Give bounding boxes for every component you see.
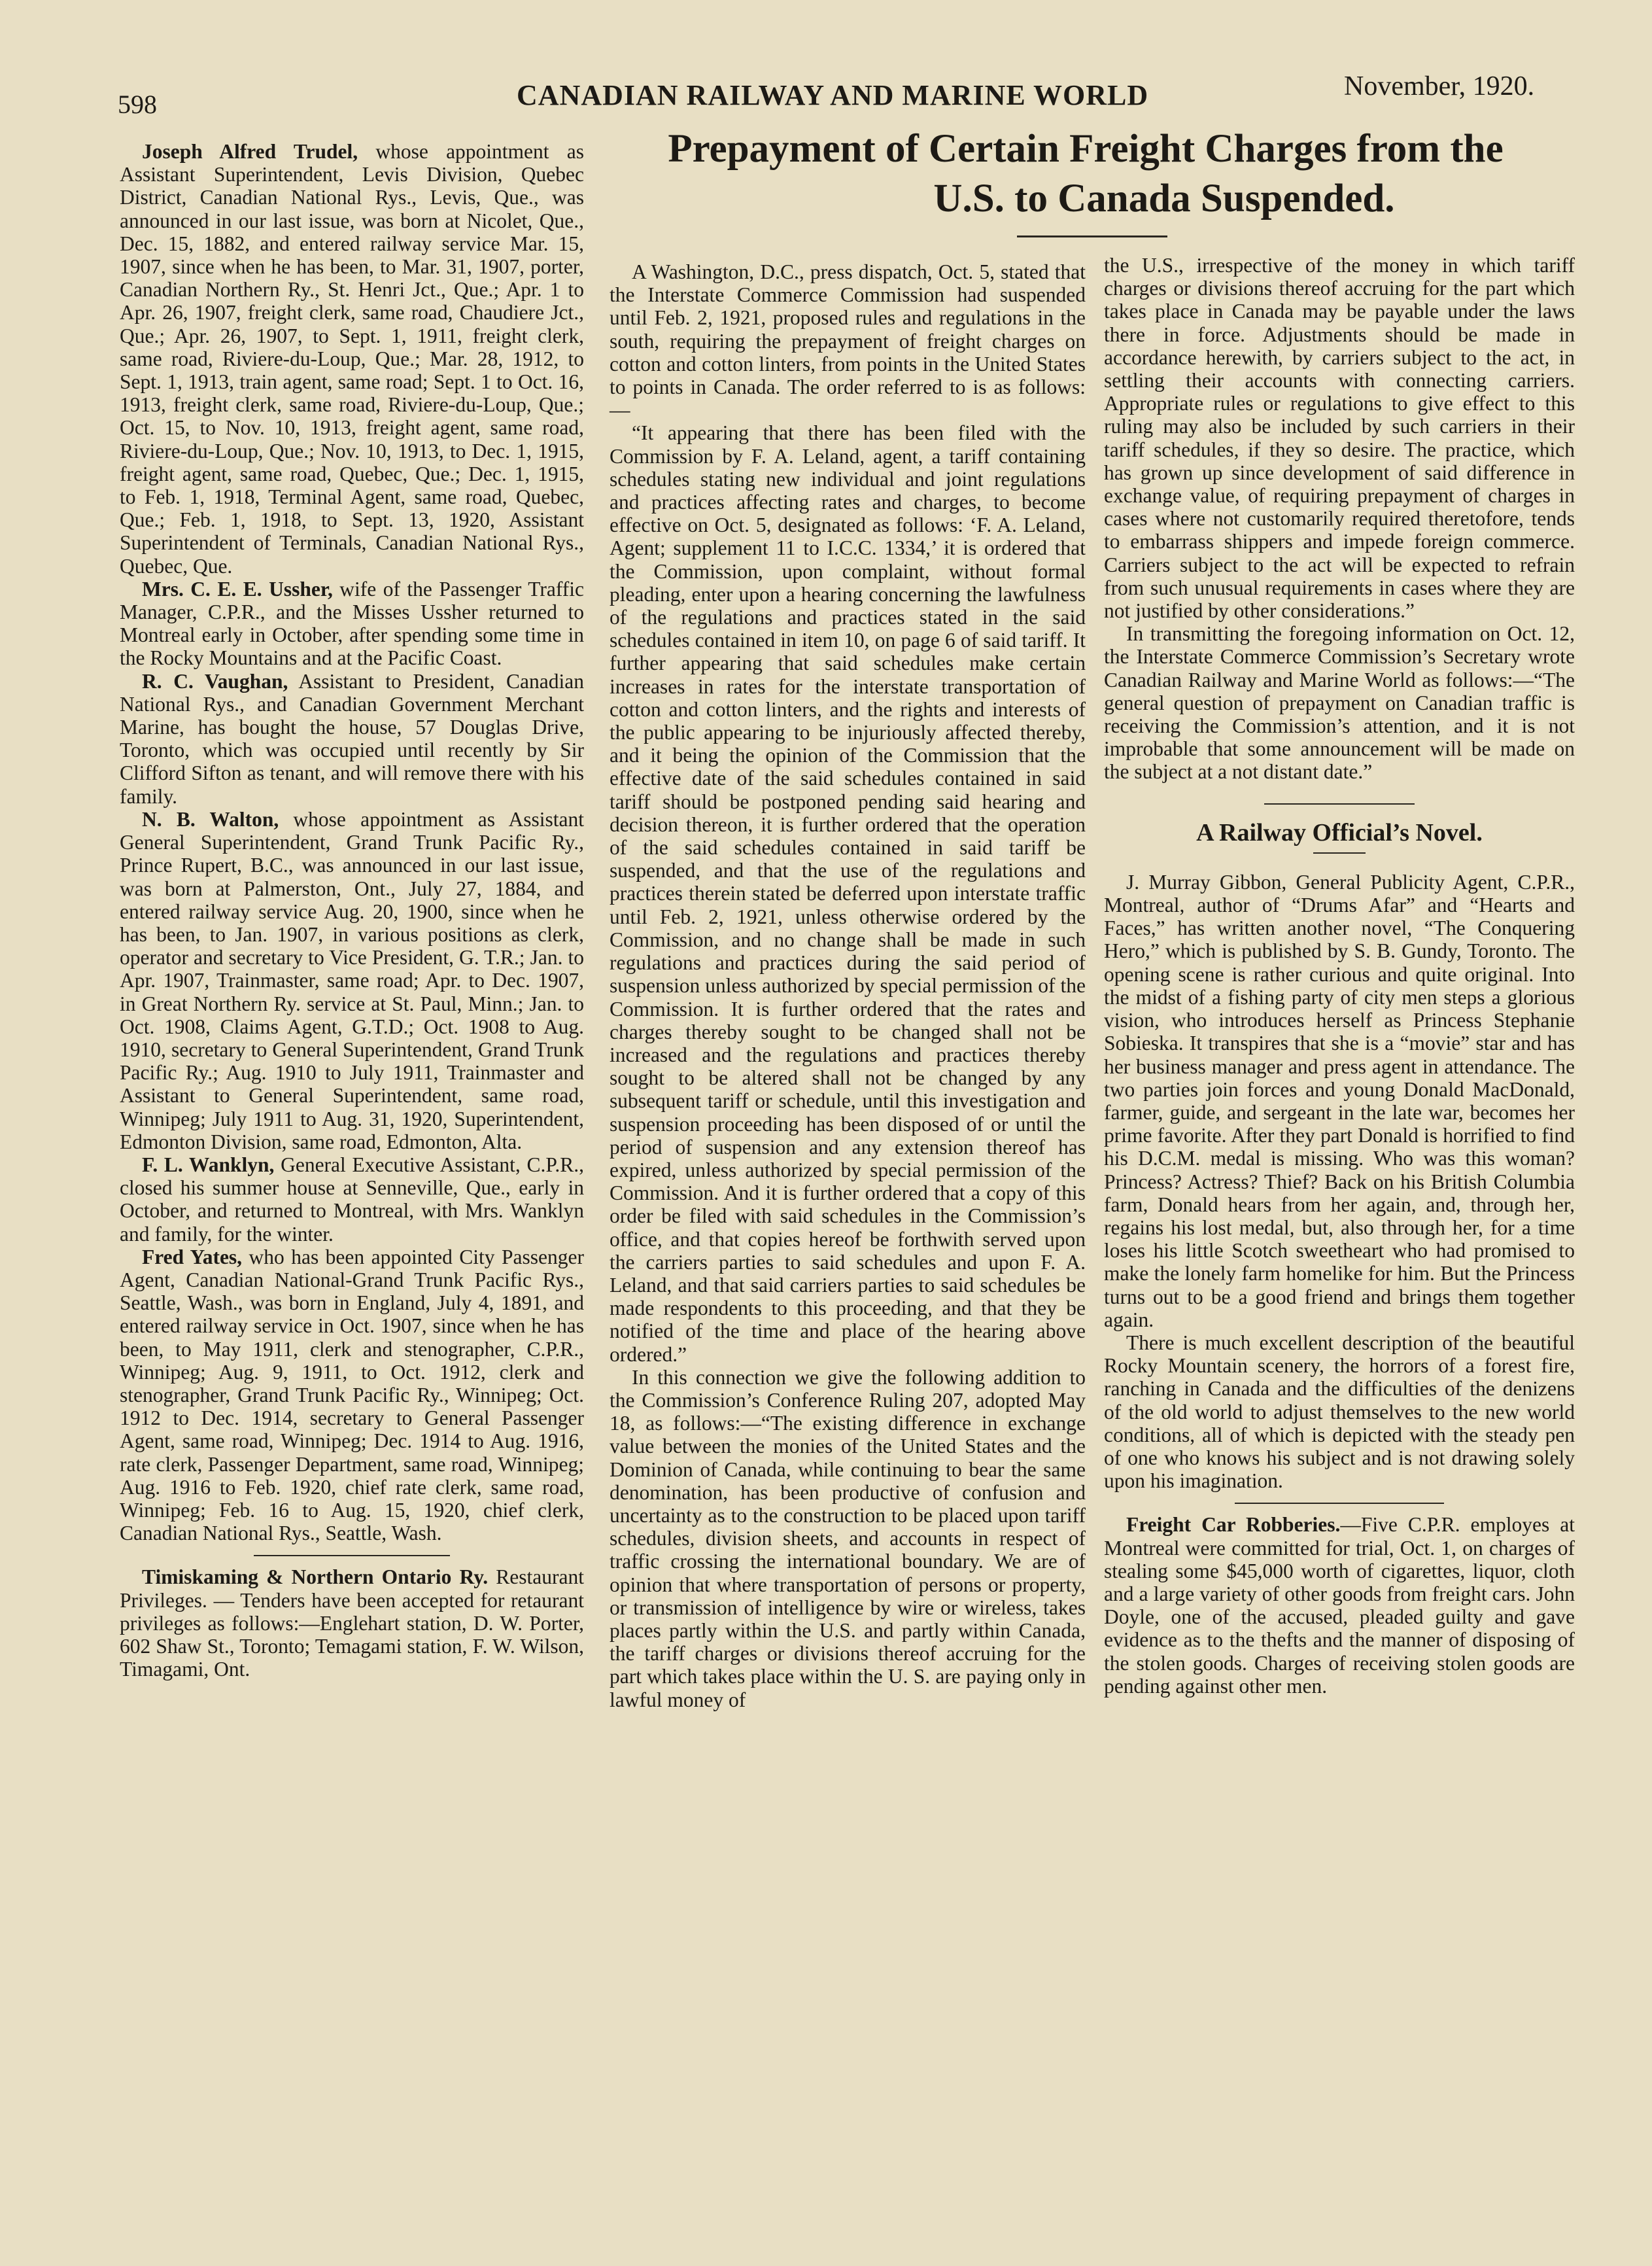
section-divider (1264, 803, 1415, 805)
item-name: Joseph Alfred Trudel, (142, 140, 358, 163)
item-name: Freight Car Robberies. (1126, 1513, 1341, 1537)
item-text: wife of the Passenger Traffic Manager, C.P.R., and the Misses Ussher returned to Montreal early in October, after spending some time in the Rocky Mountains and at the Pacific Coast. (120, 577, 584, 670)
headline-line-1: Prepayment of Certain Freight Charges from the (668, 127, 1504, 171)
running-header (0, 71, 1652, 119)
headline-rule (1017, 235, 1167, 237)
heading-rule (1313, 852, 1366, 854)
section-divider (1235, 1503, 1444, 1504)
item-name: F. L. Wanklyn, (142, 1153, 275, 1176)
article-paragraph: the U.S., irrespective of the money in which tariff charges or divisions thereof accruing for the part which takes place in Canada may be payable under the laws there in force. Adjustments should be made in accordance herewith, by carriers subject to the act, in settling their accounts with connecting carriers. Appropriate rules or regulations to give effect to this ruling may also be included by such carriers in their tariff schedules, if they so desire. The practice, which has grown up since development of said difference in exchange value, of requiring prepayment of charges in cases where not customarily required theretofore, tends to embarrass shippers and impede foreign commerce. Carriers subject to the act will be expected to refrain from such unusual requirements in cases where they are not justified by other considerations.” (1104, 254, 1575, 623)
item-name: Timiskaming & Northern Ontario Ry. (142, 1565, 489, 1589)
item-walton (120, 808, 584, 1153)
article-paragraph: There is much excellent description of the beautiful Rocky Mountain scenery, the horrors of a forest fire, ranching in Canada and the difficulties of the denizens of the old world to adjust themselves to the new world conditions, all of which is depicted with the steady pen of one who knows his subject and is not drawing solely upon his imagination. (1104, 1331, 1575, 1493)
item-ussher (120, 578, 584, 670)
column-2 (610, 260, 1086, 1711)
article-paragraph: A Washington, D.C., press dispatch, Oct. 5, stated that the Interstate Commerce Commission had suspended until Feb. 2, 1921, proposed rules and regulations in the south, requiring the prepayment of freight charges on cotton and cotton linters, from points in the United States to points in Canada. The order referred to is as follows:— (610, 260, 1086, 422)
item-yates (120, 1246, 584, 1545)
item-text: Assistant to President, Canadian National Rys., and Canadian Government Merchant Marine, has bought the house, 57 Douglas Drive, Toronto, which was occupied until recently by Sir Clifford Sifton as tenant, and will remove there with his family. (120, 669, 585, 808)
item-text: Restaurant Privileges. — Tenders have been accepted for retaurant privileges as follows:—Englehart station, D. W. Porter, 602 Shaw St., Toronto; Temagami station, F. W. Wilson, Timagami, Ont. (120, 1565, 584, 1681)
item-vaughan (120, 670, 584, 808)
item-name: R. C. Vaughan, (142, 669, 288, 693)
item-freight-robberies (1104, 1513, 1575, 1698)
item-name: N. B. Walton, (142, 807, 279, 831)
item-trudel (120, 140, 584, 578)
item-text: whose appointment as Assistant Superintendent, Levis Division, Quebec District, Canadian National Rys., Levis, Que., was announced in our last issue, was born at Nicolet, Que., Dec. 15, 1882, and entered railway service Mar. 15, 1907, since when he has been, to Mar. 31, 1907, porter, Canadian Northern Ry., St. Henri Jct., Que.; Apr. 1 to Apr. 26, 1907, freight clerk, same road, Chaudiere Jct., Que.; Apr. 26, 1907, to Sept. 1, 1911, freight clerk, same road, Riviere-du-Loup, Que.; Mar. 28, 1912, to Sept. 1, 1913, train agent, same road; Sept. 1 to Oct. 16, 1913, freight clerk, same road, Riviere-du-Loup, Que.; Oct. 15, to Nov. 10, 1913, freight agent, same road, Riviere-du-Loup, Que.; Nov. 10, 1913, to Dec. 1, 1915, freight agent, same road, Quebec, Que.; Dec. 1, 1915, to Feb. 1, 1918, Terminal Agent, same road, Quebec, Que.; Feb. 1, 1918, to Sept. 13, 1920, Assistant Superintendent of Terminals, Canadian National Rys., Quebec, Que. (120, 140, 584, 578)
article-paragraph: “It appearing that there has been filed with the Commission by F. A. Leland, agent, a tariff containing schedules stating new individual and joint regulations and practices affecting rates and charges, to become effective on Oct. 5, designated as follows: ‘F. A. Leland, Agent; supplement 11 to I.C.C. 1334,’ it is ordered that the Commission, upon complaint, without formal pleading, enter upon a hearing concerning the lawfulness of the regulations and practices stated in the said schedules contained in item 10, on page 6 of said tariff. It further appearing that said schedules make certain increases in rates for the interstate transportation of cotton and cotton linters, and the rights and interests of the public appearing to be injuriously affected thereby, and it being the opinion of the Commission that the effective date of the said schedules contained in said tariff should be postponed pending said hearing and decision thereon, it is further ordered that the operation of the said schedules contained in said tariff be suspended, and that the use of the regulations and practices therein stated be deferred upon interstate traffic until Feb. 2, 1921, unless otherwise ordered by the Commission, and no change shall be made in such regulations and practices during the said period of suspension unless authorized by special permission of the Commission. It is further ordered that the rates and charges thereby sought to be changed shall not be increased and the regulations and practices thereby sought to be altered shall not be changed by any subsequent tariff or schedule, until this investigation and suspension proceeding has been disposed of or until the period of suspension and any extension thereof has expired, unless authorized by special permission of the Commission. And it is further ordered that a copy of this order be filed with said schedules in the Commission’s office, and that copies hereof be forthwith served upon the carriers parties to said schedules and upon F. A. Leland, and that said carriers parties to said schedules be made respondents to this proceeding, and that they be notified of the time and place of the hearing above ordered.” (610, 421, 1086, 1366)
column-3 (1104, 254, 1575, 1698)
journal-title: CANADIAN RAILWAY AND MARINE WORLD (517, 79, 1149, 111)
column-1 (120, 140, 584, 1681)
item-name: Fred Yates, (142, 1245, 243, 1268)
main-headline (602, 124, 1570, 224)
item-text: who has been appointed City Passenger Agent, Canadian National-Grand Trunk Pacific Rys., Seattle, Wash., was born in England, July 4, 1891, and entered railway service in Oct. 1907, since when he has been, to May 1911, clerk and stenographer, C.P.R., Winnipeg; Aug. 9, 1911, to Oct. 1912, clerk and stenographer, Grand Trunk Pacific Ry., Winnipeg; Oct. 1912 to Dec. 1914, secretary to General Passenger Agent, same road, Winnipeg; Dec. 1914 to Aug. 1916, rate clerk, Passenger Department, same road, Winnipeg; Aug. 1916 to Feb. 1920, chief rate clerk, same road, Winnipeg; Feb. 16 to Aug. 15, 1920, chief clerk, Canadian National Rys., Seattle, Wash. (120, 1245, 584, 1545)
article-paragraph: J. Murray Gibbon, General Publicity Agent, C.P.R., Montreal, author of “Drums Afar” and “Hearts and Faces,” has written another novel, “The Conquering Hero,” which is published by S. B. Gundy, Toronto. The opening scene is rather curious and quite original. Into the midst of a fishing party of city men steps a glorious vision, who introduces herself as Princess Stephanie Sobieska. It transpires that she is a “movie” star and has her business manager and press agent in attendance. The two parties join forces and young Donald MacDonald, farmer, guide, and sergeant in the late war, becomes her prime favorite. After they part Donald is horrified to find his D.C.M. medal is missing. Who was this woman? Princess? Actress? Thief? Back on his British Columbia farm, Donald hears from her again, and, through her, regains his lost medal, but, also through her, for a time loses his little Scotch sweetheart who had promised to make the lonely farm homelike for him. But the Princess turns out to be a good friend and brings them together again. (1104, 870, 1575, 1331)
item-timiskaming (120, 1565, 584, 1681)
item-wanklyn (120, 1153, 584, 1246)
novel-heading: A Railway Official’s Novel. (1196, 818, 1483, 846)
article-paragraph: In this connection we give the following addition to the Commission’s Conference Ruling 207, adopted May 18, as follows:—“The existing difference in exchange value between the monies of the United States and the Dominion of Canada, while continuing to bear the same denomination, has been productive of confusion and uncertainty as to the construction to be placed upon tariff schedules, division sheets, and accounts in respect of traffic crossing the international boundary. We are of opinion that where transportation of persons or property, or transmission of intelligence by wire or wireless, takes places partly within the U.S. and partly within Canada, the tariff charges or divisions thereof accruing for the part which takes place within the U. S. are paying only in lawful money of (610, 1365, 1086, 1711)
headline-line-2: U.S. to Canada Suspended. (933, 177, 1395, 220)
issue-date: November, 1920. (1344, 71, 1535, 101)
item-text: —Five C.P.R. employes at Montreal were committed for trial, Oct. 1, on charges of stealing some $45,000 worth of cigarettes, liquor, cloth and a large variety of other goods from freight cars. John Doyle, one of the accused, pleaded guilty and gave evidence as to the thefts and the manner of disposing of the stolen goods. Charges of receiving stolen goods are pending against other men. (1104, 1513, 1575, 1698)
item-text: General Executive Assistant, C.P.R., closed his summer house at Senneville, Que., early in October, and returned to Montreal, with Mrs. Wanklyn and family, for the winter. (120, 1153, 584, 1246)
item-name: Mrs. C. E. E. Ussher, (142, 577, 333, 601)
section-divider (254, 1555, 450, 1556)
page-number: 598 (118, 90, 157, 119)
item-text: whose appointment as Assistant General Superintendent, Grand Trunk Pacific Ry., Prince Rupert, B.C., was announced in our last issue, was born at Palmerston, Ont., July 27, 1884, and entered railway service Aug. 20, 1900, since when he has been, to Jan. 1907, in various positions as clerk, operator and secretary to Vice President, G. T.R.; Jan. to Apr. 1907, Trainmaster, same road; Apr. to Dec. 1907, in Great Northern Ry. service at St. Paul, Minn.; Jan. to Oct. 1908, Claims Agent, G.T.D.; Oct. 1908 to Aug. 1910, secretary to General Superintendent, Grand Trunk Pacific Ry.; Aug. 1910 to July 1911, Trainmaster and Assistant to General Superintendent, same road, Winnipeg; July 1911 to Aug. 31, 1920, Superintendent, Edmonton Division, same road, Edmonton, Alta. (120, 807, 584, 1153)
article-paragraph: In transmitting the foregoing information on Oct. 12, the Interstate Commerce Commission’s Secretary wrote Canadian Railway and Marine World as follows:—“The general question of prepayment on Canadian traffic is receiving the Commission’s attention, and it is not improbable that some announcement will be made on the subject at a not distant date.” (1104, 622, 1575, 784)
